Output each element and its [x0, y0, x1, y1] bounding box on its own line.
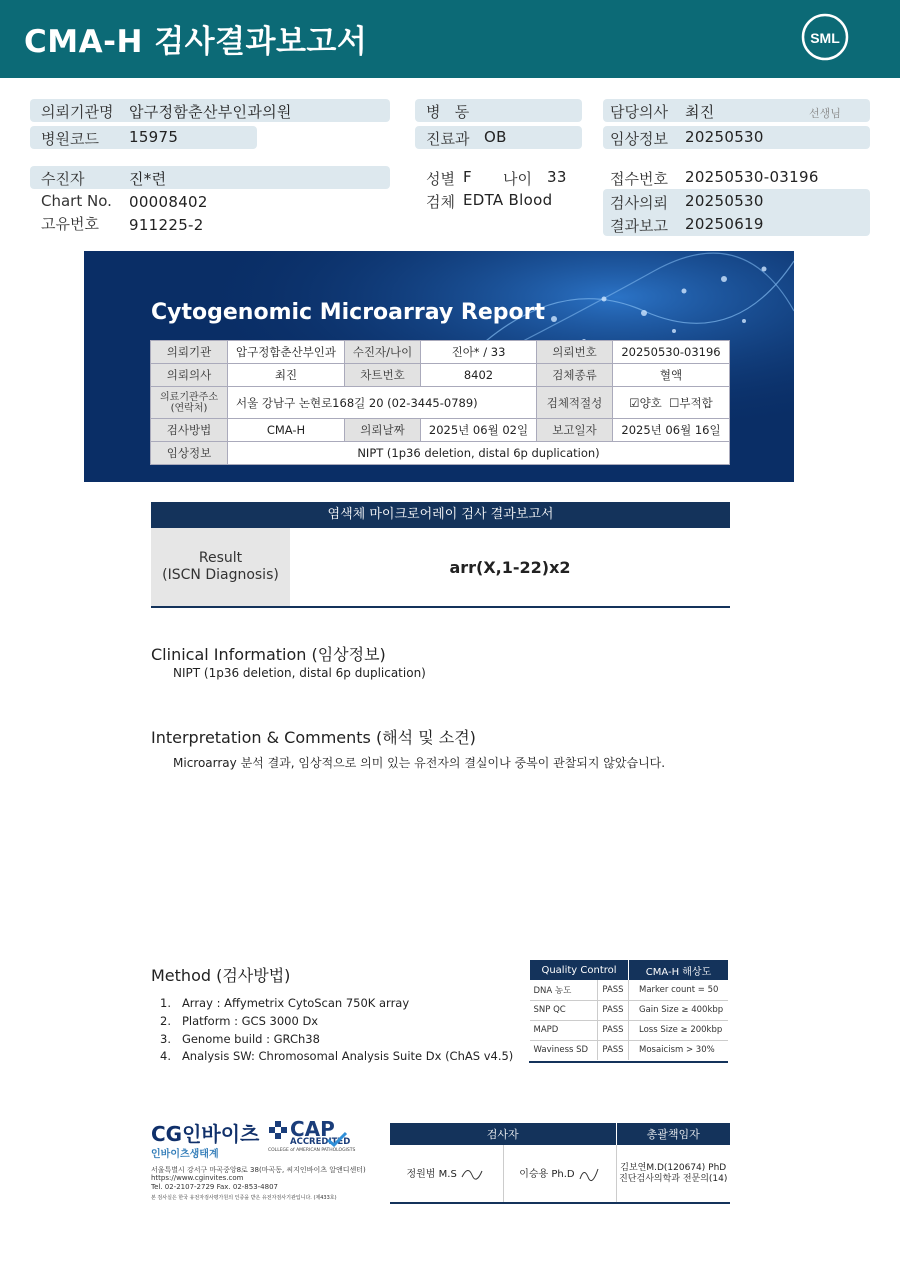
table-row — [530, 1000, 729, 1020]
qc-res: Marker count = 50 — [629, 980, 729, 1000]
qc-status: PASS — [598, 1020, 629, 1040]
cap-college: COLLEGE of AMERICAN PATHOLOGISTS — [268, 1148, 356, 1153]
lab-website: https://www.cginvites.com — [151, 1174, 244, 1182]
banner-info-table — [150, 340, 730, 465]
b-doctor-value: 최진 — [228, 364, 345, 387]
qc-name: SNP QC — [530, 1000, 598, 1020]
b-adequacy-bad: 부적합 — [679, 395, 713, 410]
institution-value: 압구정함춘산부인과의원 — [129, 103, 292, 121]
b-inst-value: 압구정함춘산부인과 — [228, 341, 345, 364]
hospital-code-value: 15975 — [129, 128, 179, 146]
b-report-date-value: 2025년 06월 16일 — [613, 419, 730, 442]
lab-certification: 본 검사실은 한국 유전자검사평가원의 인증을 받은 유전자검사기관입니다. (제433호) — [151, 1195, 337, 1201]
sex-label: 성별 — [426, 170, 455, 188]
doctor-value: 최진 — [685, 103, 715, 121]
b-request-no-label: 의뢰번호 — [537, 341, 613, 364]
unique-value: 911225-2 — [129, 216, 204, 234]
lab-phone: Tel. 02-2107-2729 Fax. 02-853-4807 — [151, 1183, 279, 1191]
result-value: arr(X,1-22)x2 — [449, 558, 571, 577]
department-value: OB — [484, 128, 507, 146]
qc-status: PASS — [598, 1040, 629, 1060]
director-title: 진단검사의학과 전문의(14) — [619, 1173, 728, 1184]
specimen-label: 검체 — [426, 193, 455, 211]
ward-label: 병 동 — [426, 103, 470, 121]
patient-value: 진*련 — [129, 170, 167, 188]
checked-box-icon: ☑ — [629, 395, 640, 410]
signature-scribble-icon — [460, 1165, 486, 1183]
b-chart-value: 8402 — [421, 364, 537, 387]
interpretation-text: Microarray 분석 결과, 임상적으로 의미 있는 유전자의 결실이나 중복이 관찰되지 않았습니다. — [173, 756, 666, 770]
doctor-label: 담당의사 — [610, 103, 668, 121]
b-patient-label: 수진자/나이 — [345, 341, 421, 364]
institution-label: 의뢰기관명 — [41, 103, 114, 121]
clinical-value: 20250530 — [685, 128, 764, 146]
receipt-label: 접수번호 — [610, 170, 668, 188]
qc-head: Quality Control — [530, 960, 629, 980]
b-specimen-label: 검체종류 — [537, 364, 613, 387]
qc-name: Waviness SD — [533, 1045, 589, 1056]
sml-logo — [800, 12, 850, 62]
sex-value: F — [463, 168, 472, 186]
b-address-label-2: (연락처) — [170, 402, 208, 414]
cap-accredited: ACCREDITED — [290, 1137, 351, 1147]
report-value: 20250619 — [685, 215, 764, 233]
request-value: 20250530 — [685, 192, 764, 210]
b-doctor-label: 의뢰의사 — [151, 364, 228, 387]
qc-status: PASS — [598, 980, 629, 1000]
request-label: 검사의뢰 — [610, 194, 668, 212]
director-head: 총괄책임자 — [616, 1123, 730, 1145]
b-chart-label: 차트번호 — [345, 364, 421, 387]
report-label: 결과보고 — [610, 217, 668, 235]
b-request-no-value: 20250530-03196 — [613, 341, 730, 364]
tester-1-name: 정원범 M.S — [406, 1168, 457, 1180]
cap-cross-icon — [268, 1120, 288, 1142]
b-inst-label: 의뢰기관 — [151, 341, 228, 364]
qc-res: Gain Size ≥ 400kbp — [629, 1000, 729, 1020]
department-label: 진료과 — [426, 130, 470, 148]
method-item: 2. Platform : GCS 3000 Dx — [160, 1014, 319, 1028]
clinical-info-title: Clinical Information (임상정보) — [151, 645, 386, 664]
b-clinical-label: 임상정보 — [151, 442, 228, 465]
result-bottom-rule — [151, 606, 730, 608]
method-item: 3. Genome build : GRCh38 — [160, 1032, 320, 1046]
cg-invites-sub: 인바이츠생태계 — [151, 1149, 219, 1160]
signature-table — [390, 1123, 730, 1204]
receipt-value: 20250530-03196 — [685, 168, 819, 186]
tester-2-signature — [503, 1145, 616, 1203]
signature-scribble-icon — [578, 1165, 600, 1183]
b-method-label: 검사방법 — [151, 419, 228, 442]
qc-name: MAPD — [530, 1020, 598, 1040]
clinical-info-text: NIPT (1p36 deletion, distal 6p duplication) — [173, 666, 426, 680]
clinical-label: 임상정보 — [610, 130, 668, 148]
cg-invites-logo: CG인바이츠 — [151, 1122, 260, 1146]
qc-status: PASS — [598, 1000, 629, 1020]
table-row — [530, 1040, 729, 1060]
tester-1-signature — [390, 1145, 503, 1203]
table-row — [530, 1020, 729, 1040]
qc-res: Loss Size ≥ 200kbp — [629, 1020, 729, 1040]
lab-address: 서울특별시 강서구 마곡중앙8로 38(마곡동, 씨지인바이츠 알앤디센터) — [151, 1166, 366, 1174]
director-name: 김보연M.D(120674) PhD — [620, 1162, 727, 1173]
qc-table — [529, 960, 728, 1060]
patient-label: 수진자 — [41, 170, 85, 188]
age-value: 33 — [547, 168, 567, 186]
result-label-1: Result — [198, 550, 243, 566]
cma-report-banner — [84, 251, 794, 482]
tester-2-name: 이승용 Ph.D — [519, 1168, 575, 1180]
b-adequacy-label: 검체적절성 — [537, 387, 613, 419]
qc-bottom-rule — [529, 1061, 728, 1063]
hospital-code-label: 병원코드 — [41, 130, 99, 148]
qc-name: DNA 농도 — [530, 980, 598, 1000]
b-address-label-1: 의료기관주소 — [160, 391, 218, 403]
qc-res: Mosaicism > 30% — [639, 1045, 715, 1056]
method-title: Method (검사방법) — [151, 966, 291, 985]
report-title: CMA-H 검사결과보고서 — [24, 24, 368, 60]
result-label-2: (ISCN Diagnosis) — [162, 567, 279, 583]
cap-checkmark-icon — [326, 1131, 348, 1147]
b-adequacy-value — [613, 387, 730, 419]
method-item: 1. Array : Affymetrix CytoScan 750K array — [160, 996, 410, 1010]
interpretation-title: Interpretation & Comments (해석 및 소견) — [151, 728, 476, 747]
chart-value: 00008402 — [129, 193, 208, 211]
cap-logo-text: CAP — [290, 1117, 335, 1141]
tester-head: 검사자 — [390, 1123, 616, 1145]
b-request-date-label: 의뢰날짜 — [345, 419, 421, 442]
b-specimen-value: 혈액 — [613, 364, 730, 387]
method-item: 4. Analysis SW: Chromosomal Analysis Suite Dx (ChAS v4.5) — [160, 1049, 514, 1063]
b-adequacy-good: 양호 — [639, 395, 662, 410]
chart-label: Chart No. — [41, 192, 112, 210]
unique-label: 고유번호 — [41, 215, 99, 233]
banner-title: Cytogenomic Microarray Report — [151, 300, 545, 325]
result-table-header: 염색체 마이크로어레이 검사 결과보고서 — [151, 502, 730, 528]
unchecked-box-icon: ☐ — [669, 395, 680, 410]
qc-resolution-head: CMA-H 해상도 — [629, 960, 729, 980]
b-clinical-value: NIPT (1p36 deletion, distal 6p duplication) — [228, 442, 730, 465]
b-request-date-value: 2025년 06월 02일 — [421, 419, 537, 442]
director-signature — [616, 1145, 730, 1203]
b-patient-value: 진아* / 33 — [421, 341, 537, 364]
b-address-value: 서울 강남구 논현로168길 20 (02-3445-0789) — [228, 387, 537, 419]
b-report-date-label: 보고일자 — [537, 419, 613, 442]
b-method-value: CMA-H — [228, 419, 345, 442]
doctor-suffix: 선생님 — [809, 107, 841, 120]
b-address-label — [151, 387, 228, 419]
sml-logo-text: SML — [810, 30, 840, 46]
specimen-value: EDTA Blood — [463, 191, 553, 209]
age-label: 나이 — [503, 170, 532, 188]
table-row — [530, 980, 729, 1000]
result-label — [151, 528, 290, 607]
